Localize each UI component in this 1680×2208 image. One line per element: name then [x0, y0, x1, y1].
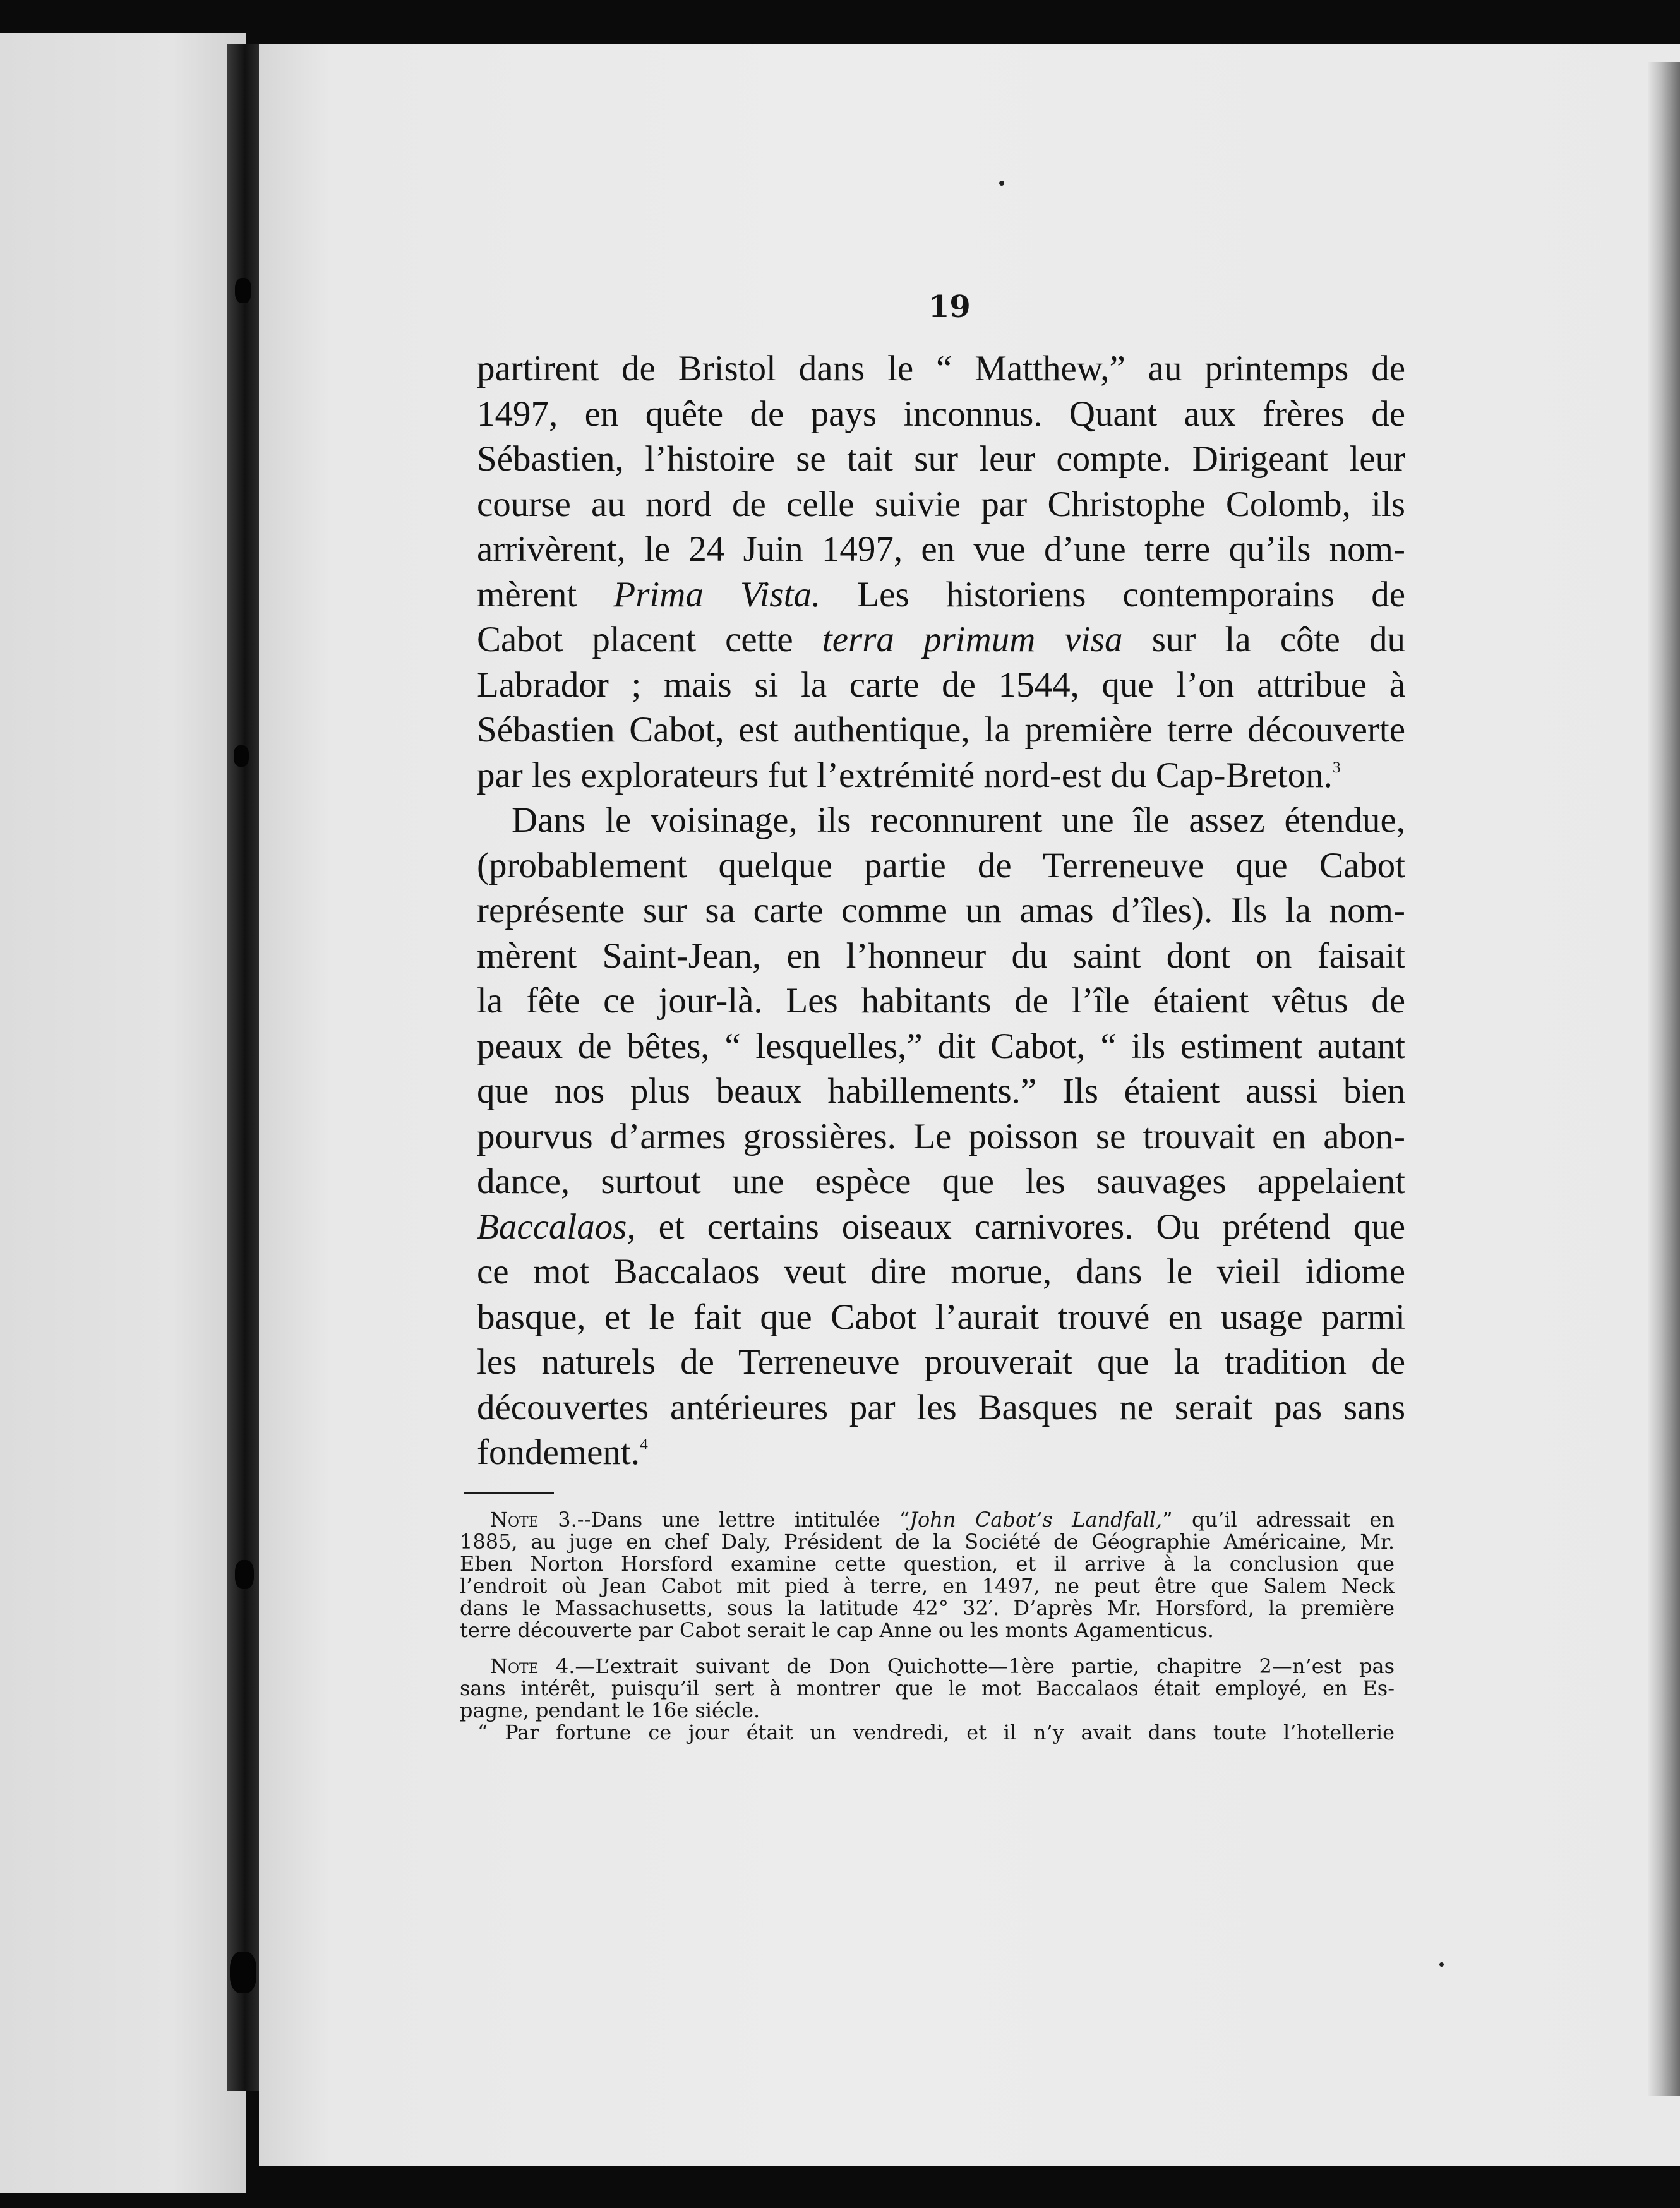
text-run: et certains oiseaux carnivores. Ou prétend que: [658, 1206, 1406, 1247]
paragraph-2: [477, 798, 1405, 1475]
text-line: pourvus d’armes grossières. Le poisson se trouvait en abon-: [477, 1116, 1405, 1156]
text-line: dance, surtout une espèce que les sauvages appelaient: [477, 1161, 1405, 1201]
footnote-line: terre découverte par Cabot serait le cap Anne ou les monts Agamenticus.: [460, 1618, 1215, 1642]
footnote-line: [460, 1655, 1395, 1677]
footnote-ref: 3: [1332, 757, 1341, 776]
footnote-line: 1885, au juge en chef Daly, Président de la Société de Géographie Américaine, Mr.: [460, 1530, 1395, 1554]
text-line: [477, 1430, 1405, 1475]
text-line: course au nord de celle suivie par Christophe Colomb, ils: [477, 484, 1405, 524]
footnote-quote: “ Par fortune ce jour était un vendredi, et il n’y avait dans toute l’hotellerie: [477, 1720, 1395, 1744]
text-line: partirent de Bristol dans le “ Matthew,” au printemps de: [477, 349, 1405, 388]
footnote-line: Eben Norton Horsford examine cette question, et il arrive à la conclusion que: [460, 1552, 1395, 1576]
footnote-3: [460, 1509, 1395, 1641]
footnotes: [460, 1509, 1395, 1744]
text-run: Les historiens contemporains de: [857, 574, 1406, 615]
body-text: [477, 346, 1405, 1475]
text-line: peaux de bêtes, “ lesquelles,” dit Cabot, “ ils estiment autant: [477, 1026, 1405, 1066]
text-run: ” qu’il adressait en: [1162, 1508, 1395, 1532]
facing-page: [0, 33, 246, 2193]
text-run: --Dans une lettre intitulée “: [577, 1508, 910, 1532]
page-edge: [1648, 62, 1680, 2096]
footnote-label: Note 3.: [490, 1508, 577, 1532]
text-run: fondement.: [477, 1432, 640, 1472]
footnote-line: l’endroit où Jean Cabot mit pied à terre, en 1497, ne peut être que Salem Neck: [460, 1574, 1395, 1598]
footnote-divider: [464, 1492, 554, 1494]
text-line: [477, 753, 1405, 798]
italic-term: John Cabot’s Landfall,: [909, 1508, 1163, 1532]
italic-term: Prima Vista.: [613, 574, 821, 615]
text-line: que nos plus beaux habillements.” Ils étaient aussi bien: [477, 1071, 1405, 1111]
paragraph-1: [477, 346, 1405, 798]
text-line: les naturels de Terreneuve prouverait que la tradition de: [477, 1342, 1405, 1382]
binding-mark: [235, 1560, 254, 1589]
footnote-line: [460, 1509, 1395, 1531]
paper-speck: [999, 181, 1004, 186]
text-run: —L’extrait suivant de Don Quichotte—1ère partie, chapitre 2—n’est pas: [575, 1654, 1395, 1678]
text-line: la fête ce jour-là. Les habitants de l’île étaient vêtus de: [477, 981, 1405, 1021]
text-line: (probablement quelque partie de Terreneuve que Cabot: [477, 845, 1405, 885]
text-run: sur la côte du: [1151, 620, 1406, 659]
text-run: mèrent: [477, 574, 577, 615]
text-line: représente sur sa carte comme un amas d’îles). Ils la nom-: [477, 891, 1405, 930]
text-line: Sébastien Cabot, est authentique, la première terre découverte: [477, 710, 1405, 750]
text-run: Cabot placent cette: [477, 620, 793, 659]
paper-speck: [1439, 1962, 1444, 1967]
italic-term: Baccalaos,: [477, 1206, 636, 1247]
footnote-ref: 4: [640, 1434, 648, 1453]
text-line: [477, 617, 1405, 663]
text-line: arrivèrent, le 24 Juin 1497, en vue d’une terre qu’ils nom-: [477, 529, 1405, 569]
text-line: découvertes antérieures par les Basques ne serait pas sans: [477, 1387, 1405, 1427]
text-line: Sébastien, l’histoire se tait sur leur compte. Dirigeant leur: [477, 439, 1405, 479]
footnote-line: dans le Massachusetts, sous la latitude 42° 32′. D’après Mr. Horsford, la première: [460, 1596, 1395, 1620]
text-line: [477, 572, 1405, 618]
binding-mark: [234, 745, 249, 767]
text-line: Labrador ; mais si la carte de 1544, que l’on attribue à: [477, 664, 1405, 705]
text-line: 1497, en quête de pays inconnus. Quant aux frères de: [477, 393, 1405, 434]
text-line: mèrent Saint-Jean, en l’honneur du saint dont on faisait: [477, 935, 1405, 976]
text-line: Dans le voisinage, ils reconnurent une île assez étendue,: [512, 800, 1405, 840]
text-line: [477, 1204, 1405, 1250]
page-number: 19: [928, 289, 971, 325]
text-line: basque, et le fait que Cabot l’aurait trouvé en usage parmi: [477, 1297, 1405, 1337]
italic-term: terra primum visa: [822, 620, 1123, 659]
footnote-4: [460, 1655, 1395, 1744]
binding-mark: [230, 1952, 256, 1993]
text-line: ce mot Baccalaos veut dire morue, dans le vieil idiome: [477, 1252, 1405, 1292]
binding-mark: [235, 278, 251, 303]
footnote-line: sans intérêt, puisqu’il sert à montrer que le mot Baccalaos était employé, en Es-: [460, 1676, 1395, 1700]
text-run: par les explorateurs fut l’extrémité nord-est du Cap-Breton.: [477, 755, 1333, 795]
footnote-label: Note 4.: [490, 1654, 575, 1678]
footnote-line: pagne, pendant le 16e siécle.: [460, 1698, 760, 1722]
